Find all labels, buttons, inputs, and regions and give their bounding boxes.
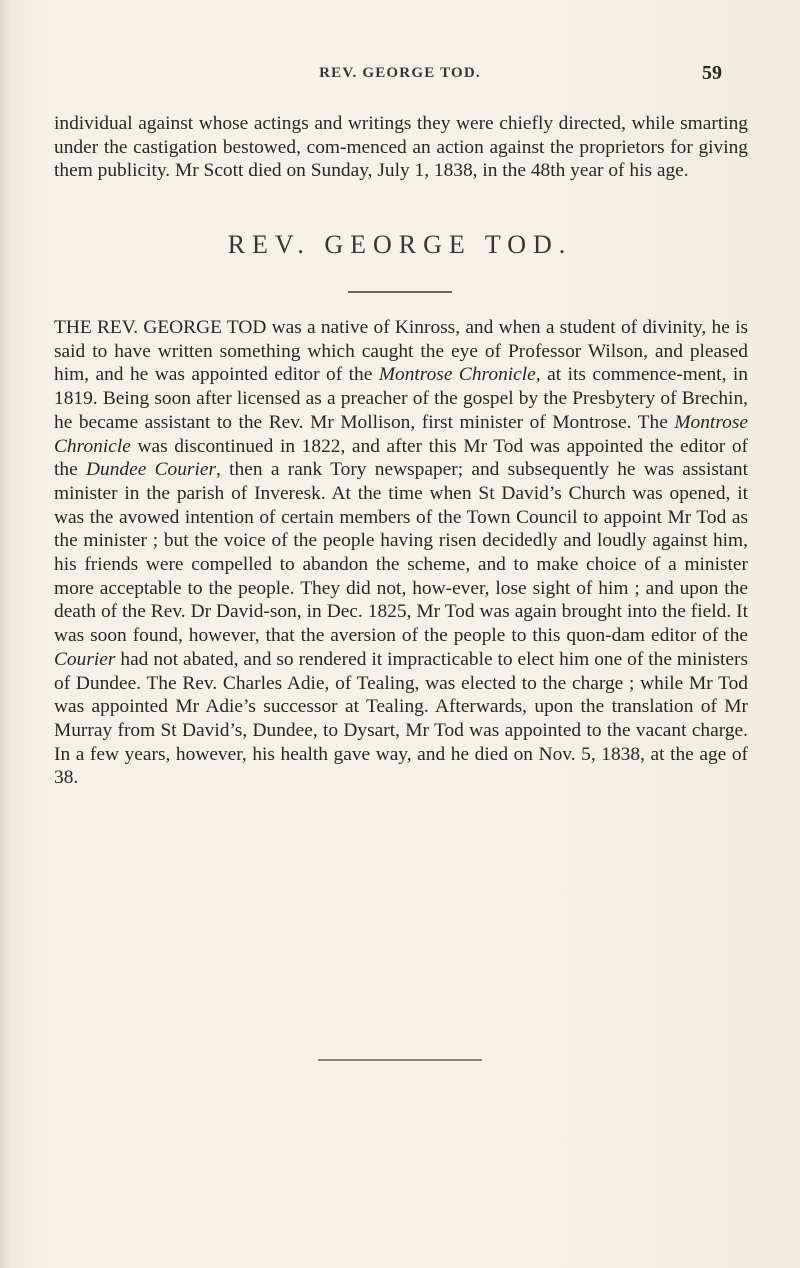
heading-rule [348, 291, 452, 293]
text-run: , then a rank Tory newspaper; and subsequently he was assistant minister in the parish of Inveresk. At the time when St David’s Church was opened, it was the avowed intention of certain members of the Town Council to appoint Mr Tod as the minister ; but the voice of the people having risen decidedly and loudly against him, his friends were compelled to abandon the scheme, and to make choice of a minister more acceptable to the people. They did not, how-ever, lose sight of him ; and upon the death of the Rev. Dr David-son, in Dec. 1825, Mr Tod was again brought into the field. It was soon found, however, that the aversion of the people to this quon-dam editor of the [54, 459, 748, 647]
section-heading: REV. GEORGE TOD. [227, 230, 573, 259]
page-number: 59 [702, 62, 722, 84]
section-end-rule [318, 1059, 482, 1061]
text-run: , at its commence-ment, in 1819. Being soon after licensed as a preacher of the gospel by the Presbytery of Brechin, he became assistant to the Rev. Mr Mollison, first minister of Montrose. The [54, 364, 748, 433]
binding-shadow [0, 0, 10, 1268]
running-head [0, 62, 800, 86]
text-run-italic: Montrose Chronicle [54, 411, 748, 457]
text-run-italic: Dundee Courier [86, 459, 217, 481]
text-run: THE REV. GEORGE TOD was a native of Kinross, and when a student of divinity, he is said to have written something which caught the eye of Professor Wilson, and pleased him, and he was appointed editor of the [54, 317, 748, 386]
text-run: had not abated, and so rendered it impracticable to elect him one of the ministers of Dundee. The Rev. Charles Adie, of Tealing, was elected to the charge ; while Mr Tod was appointed Mr Adie’s successor at Tealing. Afterwards, upon the translation of Mr Murray from St David’s, Dundee, to Dysart, Mr Tod was appointed to the vacant charge. In a few years, however, his health gave way, and he died on Nov. 5, 1838, at the age of 38. [54, 648, 748, 789]
running-head-title: REV. GEORGE TOD. [319, 65, 481, 81]
biography-paragraph [54, 316, 748, 790]
text-run-italic: Montrose Chronicle [378, 364, 536, 386]
continued-paragraph: individual against whose actings and writings they were chiefly directed, while smarting under the castigation bestowed, com-menced an action against the proprietors for giving them publicity. Mr Scott died on Sunday, July 1, 1838, in the 48th year of his age. [54, 113, 748, 182]
text-run: was discontinued in 1822, and after this Mr Tod was appointed the editor of the [54, 435, 748, 481]
text-run-italic: Courier [54, 648, 116, 670]
